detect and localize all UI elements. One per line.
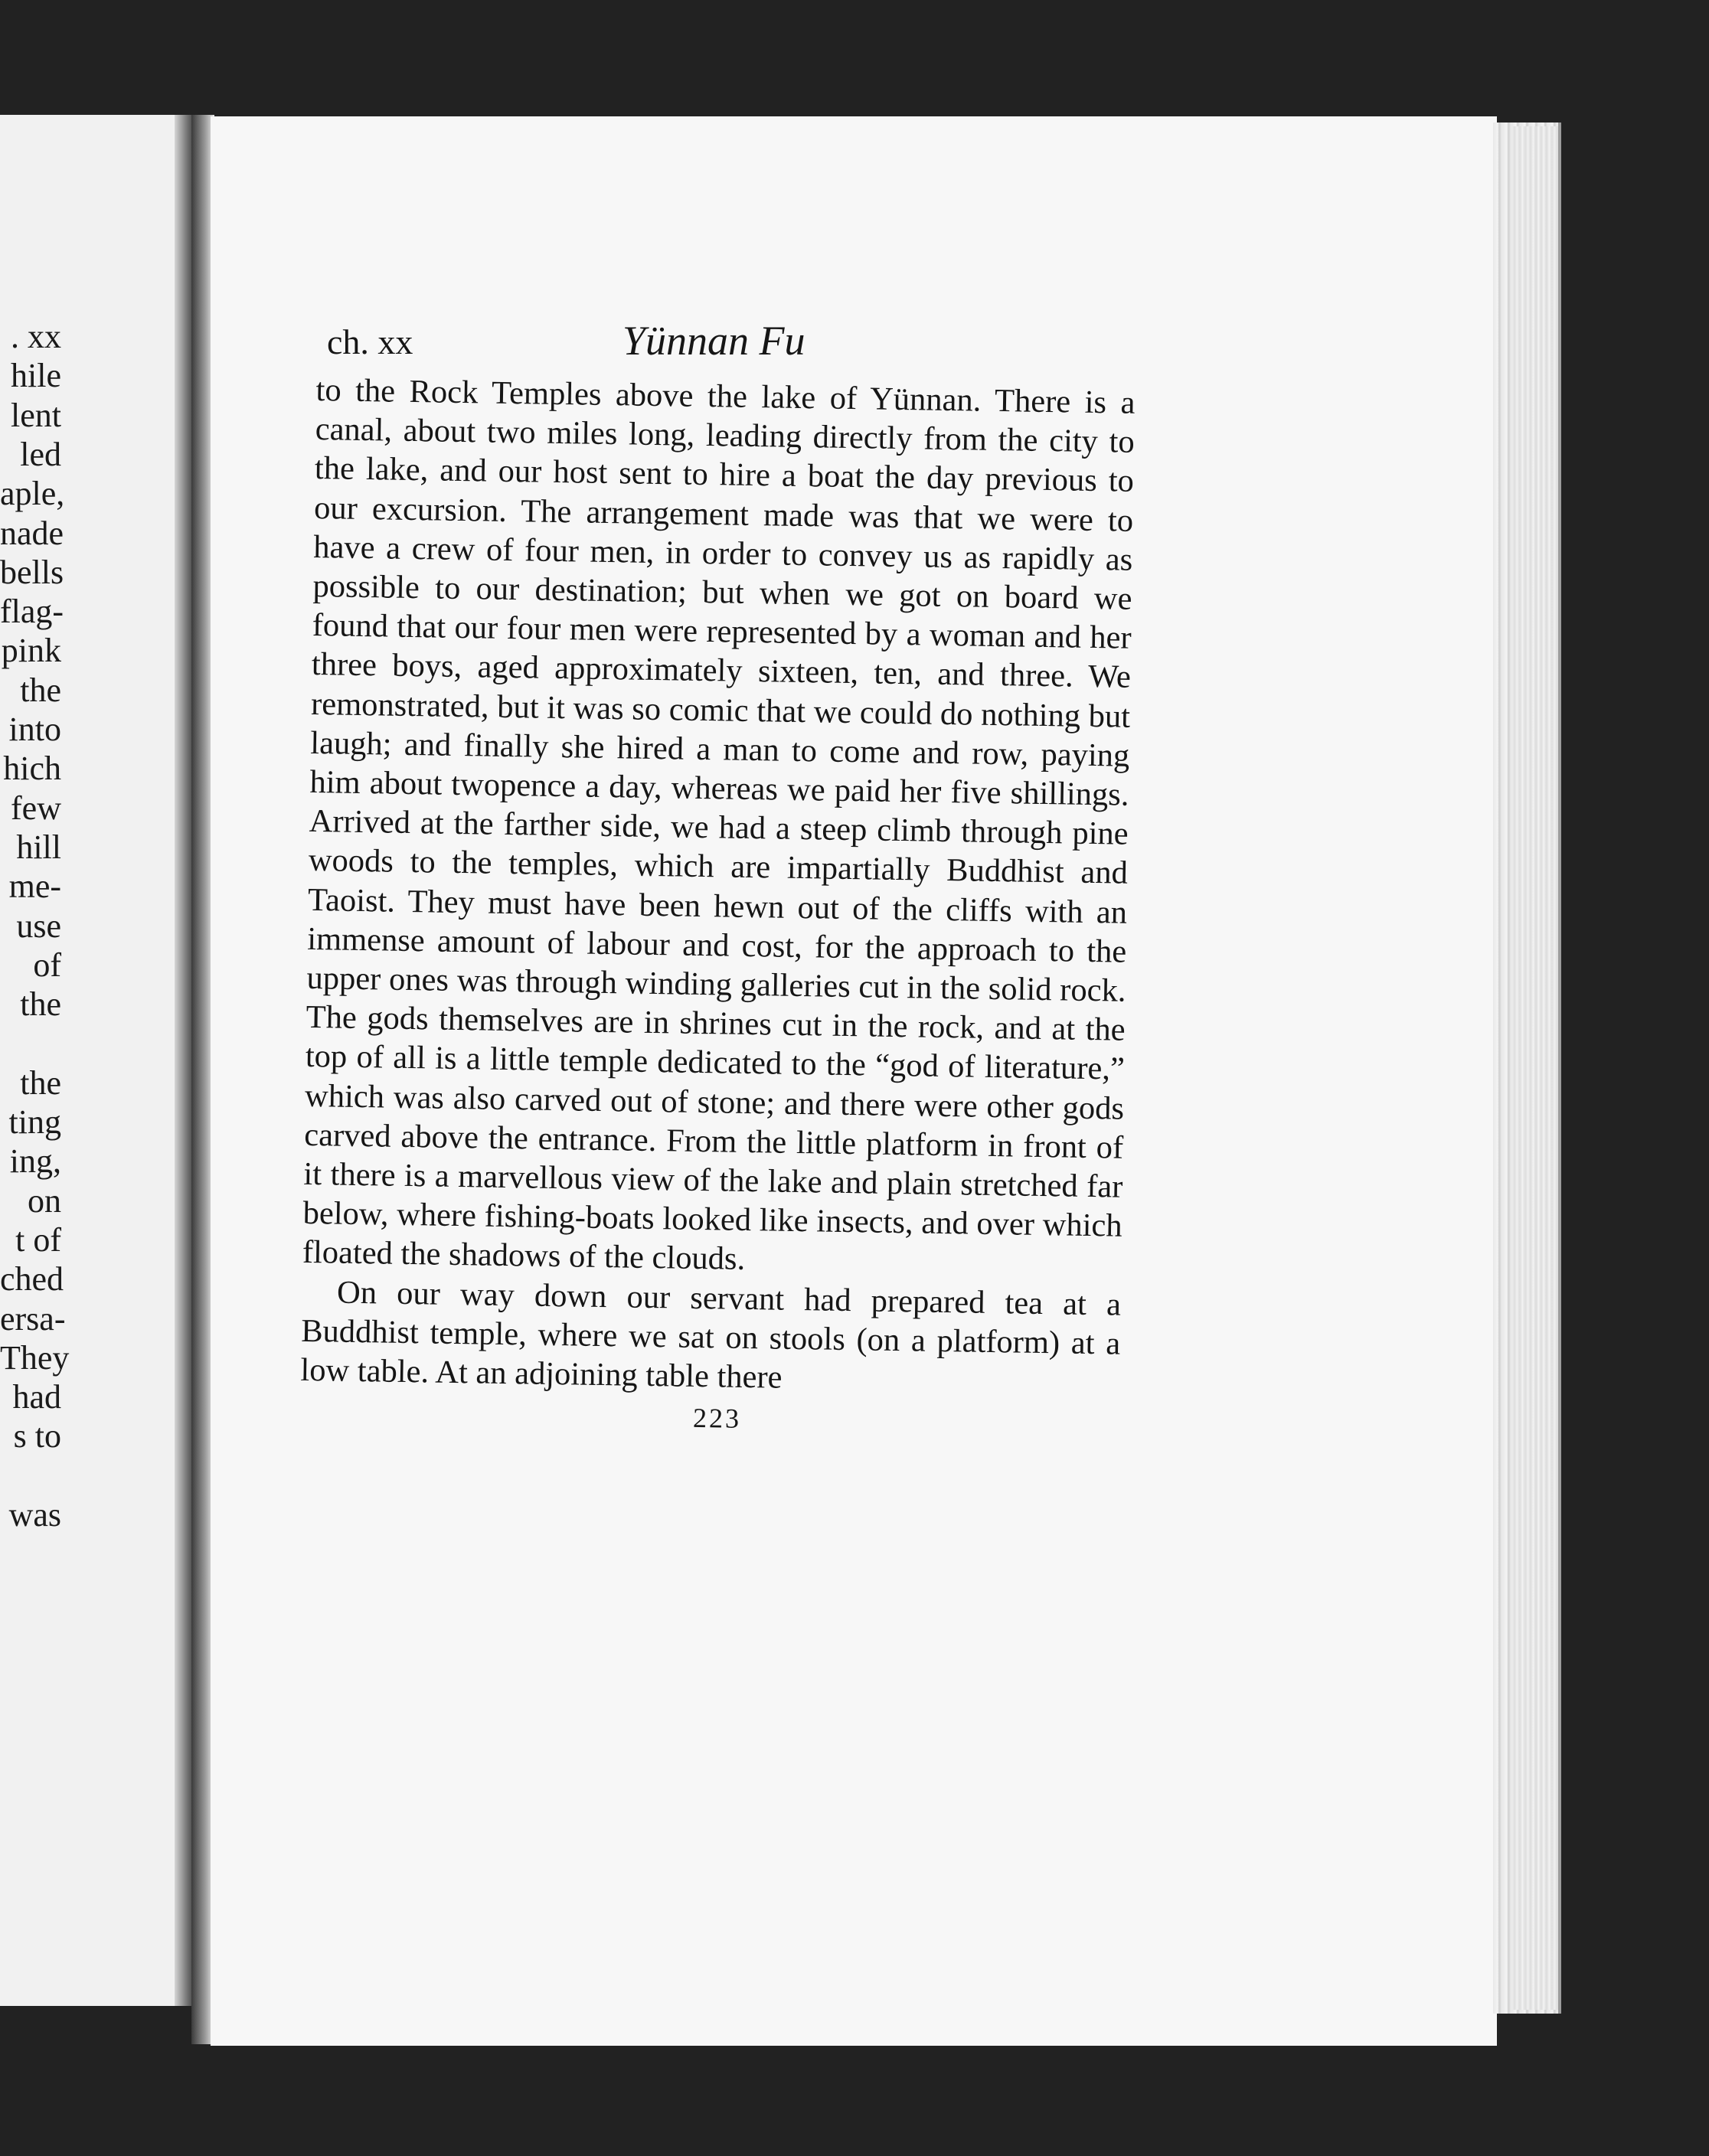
running-head [316,309,1136,371]
paragraph-1: to the Rock Temples above the lake of Yünnan. There is a canal, about two miles long, leading directly from the city to the lake, and our host sent to hire a boat the day previous to our excursion. The arrangement made was that we were to have a crew of four men, in order to convey us as rapidly as possible to our destination; but when we got on board we found that our four men were represented by a woman and her three boys, aged approximately sixteen, ten, and three. We remonstrated, but it was so comic that we could do nothing but laugh; and finally she hired a man to come and row, paying him about twopence a day, whereas we paid her five shillings. Arrived at the farther side, we had a steep climb through pine woods to the temples, which are impartially Buddhist and Taoist. They must have been hewn out of the cliffs with an immense amount of labour and cost, for the approach to the upper ones was through winding galleries cut in the solid rock. The gods themselves are in shrines cut in the rock, and at the top of all is a little temple dedicated to the “god of literature,” which was also carved out of stone; and there were other gods carved above the entrance. From the little platform in front of it there is a marvellous view of the lake and plain stretched far below, where fishing-boats looked like insects, and over which floated the shadows of the clouds. [302,371,1136,1278]
facing-page-line: me- [8,867,61,906]
facing-page-line: ting [8,1103,61,1141]
facing-page-line: nade [0,514,64,552]
running-title: Yünnan Fu [622,318,805,364]
facing-page-line: had [12,1378,61,1416]
facing-page-line: flag- [0,593,64,631]
facing-page-line: into [8,710,61,748]
facing-page [0,115,188,2006]
facing-page-line: lent [11,396,61,434]
page-number: 223 [692,1403,742,1435]
facing-page-line: bells [0,553,64,591]
page-content [300,309,1136,1435]
chapter-label: ch. xx [327,322,413,361]
facing-page-line: hill [16,828,61,866]
facing-page-line: t of [15,1220,61,1259]
facing-page-line: They [0,1338,70,1377]
facing-page-line: aple, [0,475,65,513]
facing-page-line: use [16,906,61,945]
facing-page-line: the [20,985,61,1024]
paragraph-2: On our way down our servant had prepared tea at a Buddhist temple, where we sat on stools (on a platform) at a low table. At an adjoining table there [300,1274,1122,1396]
facing-page-line: of [33,946,61,984]
facing-page-line: hich [3,750,61,788]
facing-page-line: pink [1,632,61,670]
facing-page-line: was [8,1496,61,1534]
facing-page-line: hile [11,357,61,395]
body-text [299,371,1136,1445]
page-fore-edge-layers [1512,126,1558,2010]
facing-page-line: ersa- [0,1299,66,1338]
facing-page-line: ched [0,1260,64,1298]
facing-page-line: . xx [11,318,61,355]
facing-page-line: on [28,1181,61,1220]
facing-page-line: led [20,435,61,473]
facing-page-line: s to [13,1417,61,1455]
facing-page-line: ing, [9,1142,61,1181]
facing-page-line: the [20,671,61,709]
facing-page-line: the [20,1063,61,1102]
facing-page-line: few [11,789,61,827]
